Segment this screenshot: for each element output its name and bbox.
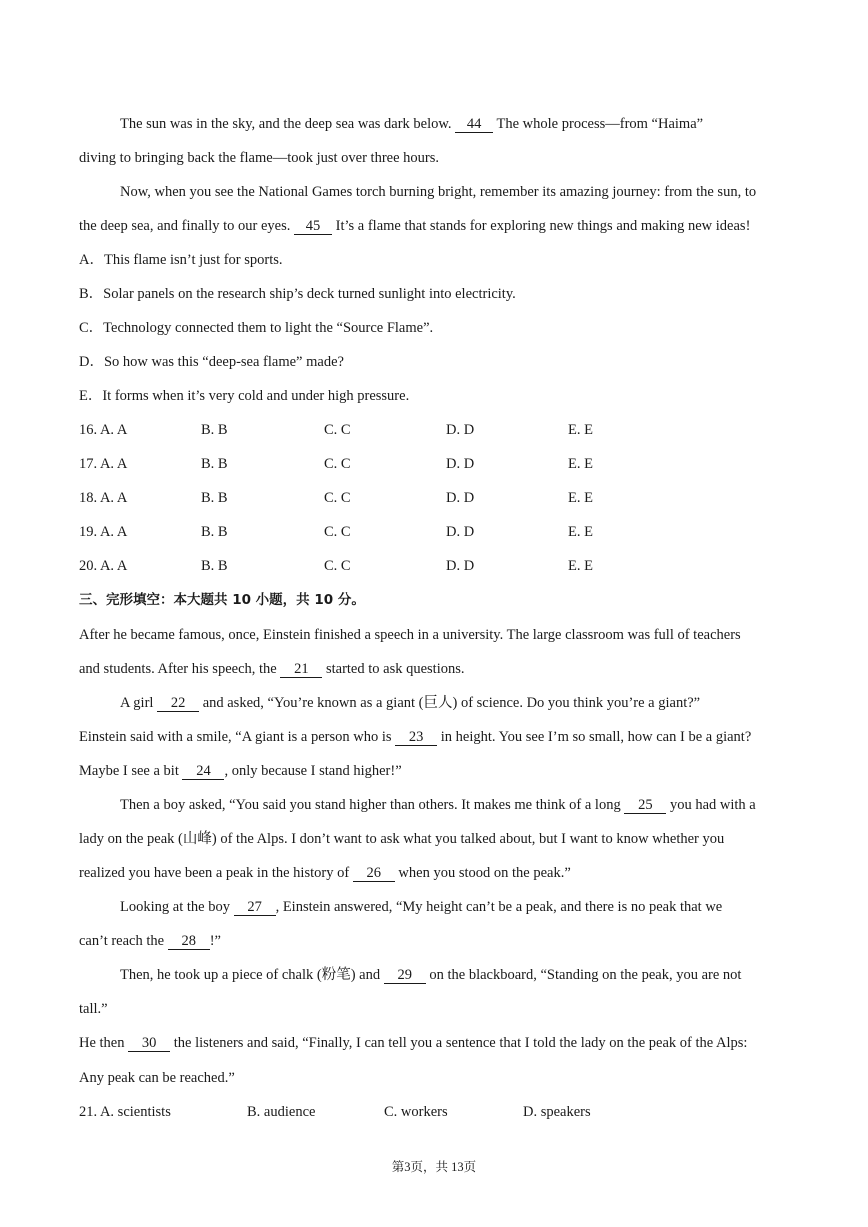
text: and asked, “You’re known as a giant (巨人) of science. Do you think you’re a giant?” <box>199 695 701 711</box>
text: Then a boy asked, “You said you stand higher than others. It makes me think of a long <box>120 797 625 813</box>
text: in height. You see I’m so small, how can I be a giant? <box>437 729 752 745</box>
choice-a: A．This flame isn’t just for sports. <box>79 252 283 268</box>
option-d: D. speakers <box>523 1104 591 1120</box>
cloze-line: After he became famous, once, Einstein finished a speech in a university. The large classroom was full of teachers <box>79 627 741 643</box>
option-a: 16. A. A <box>79 422 128 438</box>
option-b: B. B <box>201 558 228 574</box>
cloze-line <box>79 863 571 883</box>
text: He then <box>79 1035 129 1051</box>
cloze-line: Any peak can be reached.” <box>79 1070 235 1086</box>
text: started to ask questions. <box>322 661 465 677</box>
cloze-line: tall.” <box>79 1001 108 1017</box>
option-e: E. E <box>568 456 593 472</box>
blank-23: 23 <box>395 729 437 746</box>
option-e: E. E <box>568 558 593 574</box>
text: and students. After his speech, the <box>79 661 281 677</box>
option-c: C. C <box>324 490 351 506</box>
cloze-line <box>79 761 402 781</box>
blank-24: 24 <box>182 763 224 780</box>
question-options-row <box>79 488 639 508</box>
cloze-line <box>79 659 465 679</box>
cloze-line <box>120 795 756 815</box>
blank-30: 30 <box>128 1035 170 1052</box>
choice-b: B．Solar panels on the research ship’s deck turned sunlight into electricity. <box>79 286 516 302</box>
cloze-line <box>79 1033 747 1053</box>
option-e: E. E <box>568 422 593 438</box>
option-a: 17. A. A <box>79 456 128 472</box>
option-e: E. E <box>568 524 593 540</box>
section-heading: 三、完形填空：本大题共 10 小题，共 10 分。 <box>79 592 365 608</box>
option-c: C. C <box>324 456 351 472</box>
blank-26: 26 <box>353 865 395 882</box>
text: , Einstein answered, “My height can’t be a peak, and there is no peak that we <box>275 899 723 915</box>
passage-line <box>79 216 750 236</box>
option-b: B. audience <box>247 1104 316 1120</box>
question-options-row <box>79 420 639 440</box>
text: the deep sea, and finally to our eyes. <box>79 218 295 234</box>
text: when you stood on the peak.” <box>394 865 571 881</box>
question-options-row <box>79 454 639 474</box>
option-c: C. C <box>324 422 351 438</box>
option-d: D. D <box>446 524 475 540</box>
question-options-row <box>79 522 639 542</box>
question-options-row <box>79 1102 639 1122</box>
text: on the blackboard, “Standing on the peak, you are not <box>425 967 742 983</box>
cloze-line <box>79 931 221 951</box>
option-b: B. B <box>201 490 228 506</box>
option-a: 19. A. A <box>79 524 128 540</box>
text: The whole process—from “Haima” <box>493 116 704 132</box>
option-c: C. workers <box>384 1104 448 1120</box>
option-a: 21. A. scientists <box>79 1104 171 1120</box>
blank-28: 28 <box>168 933 210 950</box>
option-d: D. D <box>446 456 475 472</box>
choice-c: C．Technology connected them to light the “Source Flame”. <box>79 320 434 336</box>
option-c: C. C <box>324 558 351 574</box>
text: A girl <box>120 695 158 711</box>
cloze-line: lady on the peak (山峰) of the Alps. I don’t want to ask what you talked about, but I want to know whether you <box>79 831 725 847</box>
text: the listeners and said, “Finally, I can tell you a sentence that I told the lady on the peak of the Alps: <box>170 1035 748 1051</box>
cloze-line <box>120 897 722 917</box>
passage-line: Now, when you see the National Games torch burning bright, remember its amazing journey: from the sun, to <box>120 184 757 200</box>
blank-25: 25 <box>624 797 666 814</box>
blank-45: 45 <box>294 218 332 235</box>
option-d: D. D <box>446 558 475 574</box>
option-a: 18. A. A <box>79 490 128 506</box>
text: Then, he took up a piece of chalk (粉笔) and <box>120 967 384 983</box>
option-e: E. E <box>568 490 593 506</box>
text: The sun was in the sky, and the deep sea was dark below. <box>120 116 456 132</box>
option-d: D. D <box>446 422 475 438</box>
option-b: B. B <box>201 422 228 438</box>
option-a: 20. A. A <box>79 558 128 574</box>
page-footer: 第3页，共 13页 <box>391 1160 477 1174</box>
option-c: C. C <box>324 524 351 540</box>
option-d: D. D <box>446 490 475 506</box>
text: Einstein said with a smile, “A giant is a person who is <box>79 729 396 745</box>
text: realized you have been a peak in the history of <box>79 865 353 881</box>
option-b: B. B <box>201 456 228 472</box>
blank-44: 44 <box>455 116 493 133</box>
text: Looking at the boy <box>120 899 234 915</box>
passage-line: diving to bringing back the flame—took just over three hours. <box>79 150 440 166</box>
cloze-line <box>79 727 751 747</box>
blank-21: 21 <box>280 661 322 678</box>
text: can’t reach the <box>79 933 168 949</box>
blank-22: 22 <box>157 695 199 712</box>
passage-line <box>120 114 703 134</box>
text: you had with a <box>666 797 756 813</box>
option-b: B. B <box>201 524 228 540</box>
choice-d: D．So how was this “deep-sea flame” made? <box>79 354 344 370</box>
text: Maybe I see a bit <box>79 763 183 779</box>
blank-29: 29 <box>384 967 426 984</box>
blank-27: 27 <box>234 899 276 916</box>
text: !” <box>209 933 221 949</box>
choice-e: E．It forms when it’s very cold and under high pressure. <box>79 388 410 404</box>
text: , only because I stand higher!” <box>224 763 402 779</box>
cloze-line <box>120 965 741 985</box>
cloze-line <box>120 693 700 713</box>
question-options-row <box>79 556 639 576</box>
text: It’s a flame that stands for exploring new things and making new ideas! <box>332 218 751 234</box>
